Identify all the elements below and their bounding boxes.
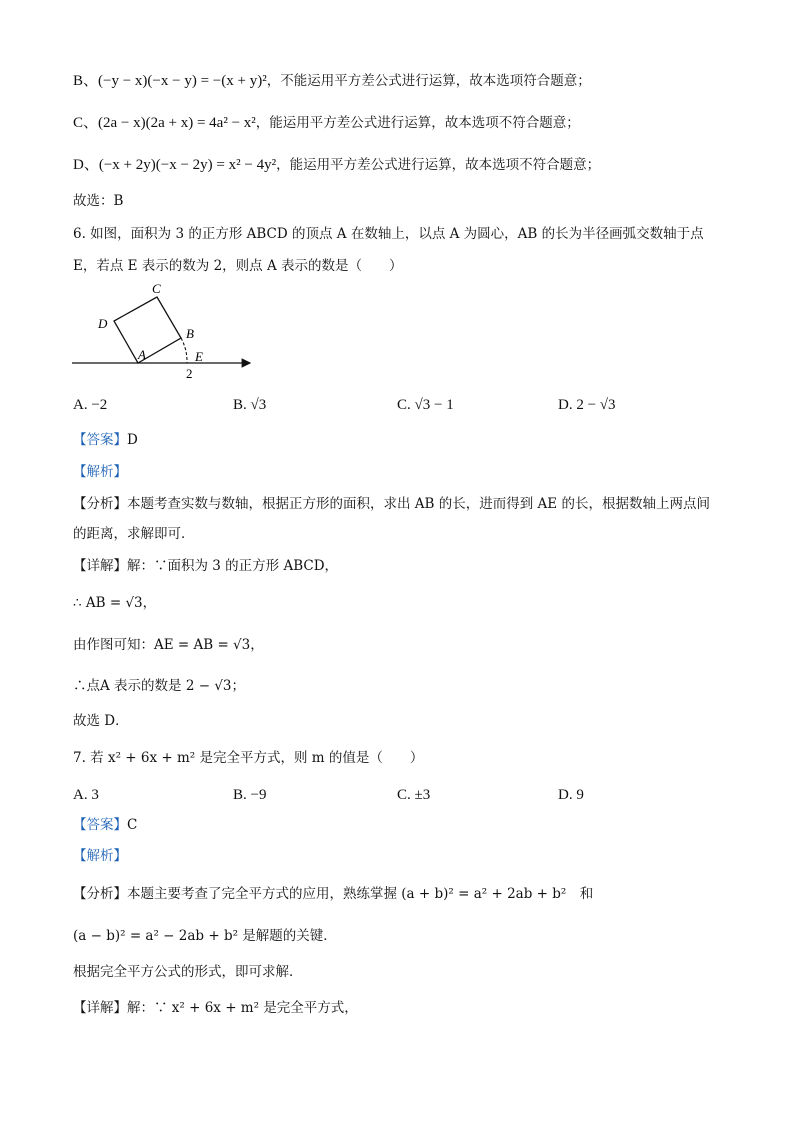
q6-fenxi-line1 (73, 494, 710, 514)
q6-option-c: C. √3 − 1 (397, 397, 454, 413)
q5-choice: 故选：B (73, 193, 124, 209)
q6-fenxi-text1: 本题考查实数与数轴，根据正方形的面积，求出 AB 的长，进而得到 AE 的长，根据数轴上两点间 (127, 496, 710, 512)
q6-option-a: A. −2 (73, 397, 108, 413)
label-e: E (195, 349, 203, 364)
q7-analysis-tag: 【解析】 (73, 848, 127, 864)
label-d: D (98, 316, 108, 331)
q6-option-d: D. 2 − √3 (558, 397, 616, 413)
q7-stem: 7. 若 x² + 6x + m² 是完全平方式，则 m 的值是（ ） (73, 750, 424, 766)
q5-c-math: C、(2a − x)(2a + x) = 4a² − x² (73, 115, 256, 131)
label-c: C (152, 281, 161, 296)
q6-analysis-tag: 【解析】 (73, 464, 127, 480)
q5-option-c-explanation (73, 113, 580, 133)
q6-figure (70, 278, 260, 383)
q6-answer (73, 430, 138, 450)
q7-fenxi-line1 (73, 884, 593, 904)
q5-b-text: ，不能运用平方差公式进行运算，故本选项符合题意； (266, 73, 591, 89)
q7-fenxi-tag: 【分析】 (73, 886, 127, 902)
q6-xiangjie-line2: ∴ AB = √3， (73, 595, 157, 611)
q6-xiangjie-line4: ∴点A 表示的数是 2 − √3； (73, 678, 246, 694)
q7-xiangjie-line1 (73, 998, 358, 1018)
q6-option-b: B. √3 (233, 397, 267, 413)
q7-option-d: D. 9 (558, 787, 584, 803)
q7-answer (73, 815, 137, 835)
q6-stem-line2: E，若点 E 表示的数为 2，则点 A 表示的数是（ ） (73, 258, 403, 274)
q5-d-text: ，能运用平方差公式进行运算，故本选项不符合题意； (276, 157, 601, 173)
q5-option-b-explanation (73, 71, 591, 91)
q7-answer-value: C (127, 817, 138, 833)
label-two: 2 (186, 366, 193, 381)
q6-xiangjie-text1: 解：∵面积为 3 的正方形 ABCD， (127, 558, 339, 574)
q6-fenxi-line2: 的距离，求解即可． (73, 526, 195, 542)
q7-xiangjie-text1: 解：∵ x² + 6x + m² 是完全平方式， (127, 1000, 358, 1016)
q7-xiangjie-tag: 【详解】 (73, 1000, 127, 1016)
q6-answer-tag: 【答案】 (73, 432, 127, 448)
q5-b-math: B、(−y − x)(−x − y) = −(x + y)² (73, 73, 267, 89)
q6-answer-value: D (127, 432, 138, 448)
label-b: B (186, 326, 194, 341)
q6-xiangjie-line1 (73, 556, 338, 576)
q6-xiangjie-line5: 故选 D． (73, 713, 129, 729)
label-a: A (138, 347, 146, 362)
q6-xiangjie-line3: 由作图可知：AE = AB = √3， (73, 637, 264, 653)
q6-xiangjie-tag: 【详解】 (73, 558, 127, 574)
q5-d-math: D、(−x + 2y)(−x − 2y) = x² − 4y² (73, 157, 277, 173)
q7-fenxi-line2: (a − b)² = a² − 2ab + b² 是解题的关键． (73, 928, 337, 944)
q5-option-d-explanation (73, 155, 600, 175)
q7-answer-tag: 【答案】 (73, 817, 127, 833)
square-abcd (114, 297, 181, 363)
arc-ae (181, 338, 187, 363)
q7-option-a: A. 3 (73, 787, 99, 803)
q6-fenxi-tag: 【分析】 (73, 496, 127, 512)
q7-option-c: C. ±3 (397, 787, 431, 803)
q5-c-text: ，能运用平方差公式进行运算，故本选项不符合题意； (255, 115, 580, 131)
q7-fenxi-text1: 本题主要考查了完全平方式的应用，熟练掌握 (a + b)² = a² + 2ab + b² 和 (127, 886, 594, 902)
q7-fenxi-line3: 根据完全平方公式的形式，即可求解． (73, 964, 303, 980)
q7-option-b: B. −9 (233, 787, 267, 803)
q6-stem-line1: 6. 如图，面积为 3 的正方形 ABCD 的顶点 A 在数轴上，以点 A 为圆心，AB 的长为半径画弧交数轴于点 (73, 226, 704, 242)
